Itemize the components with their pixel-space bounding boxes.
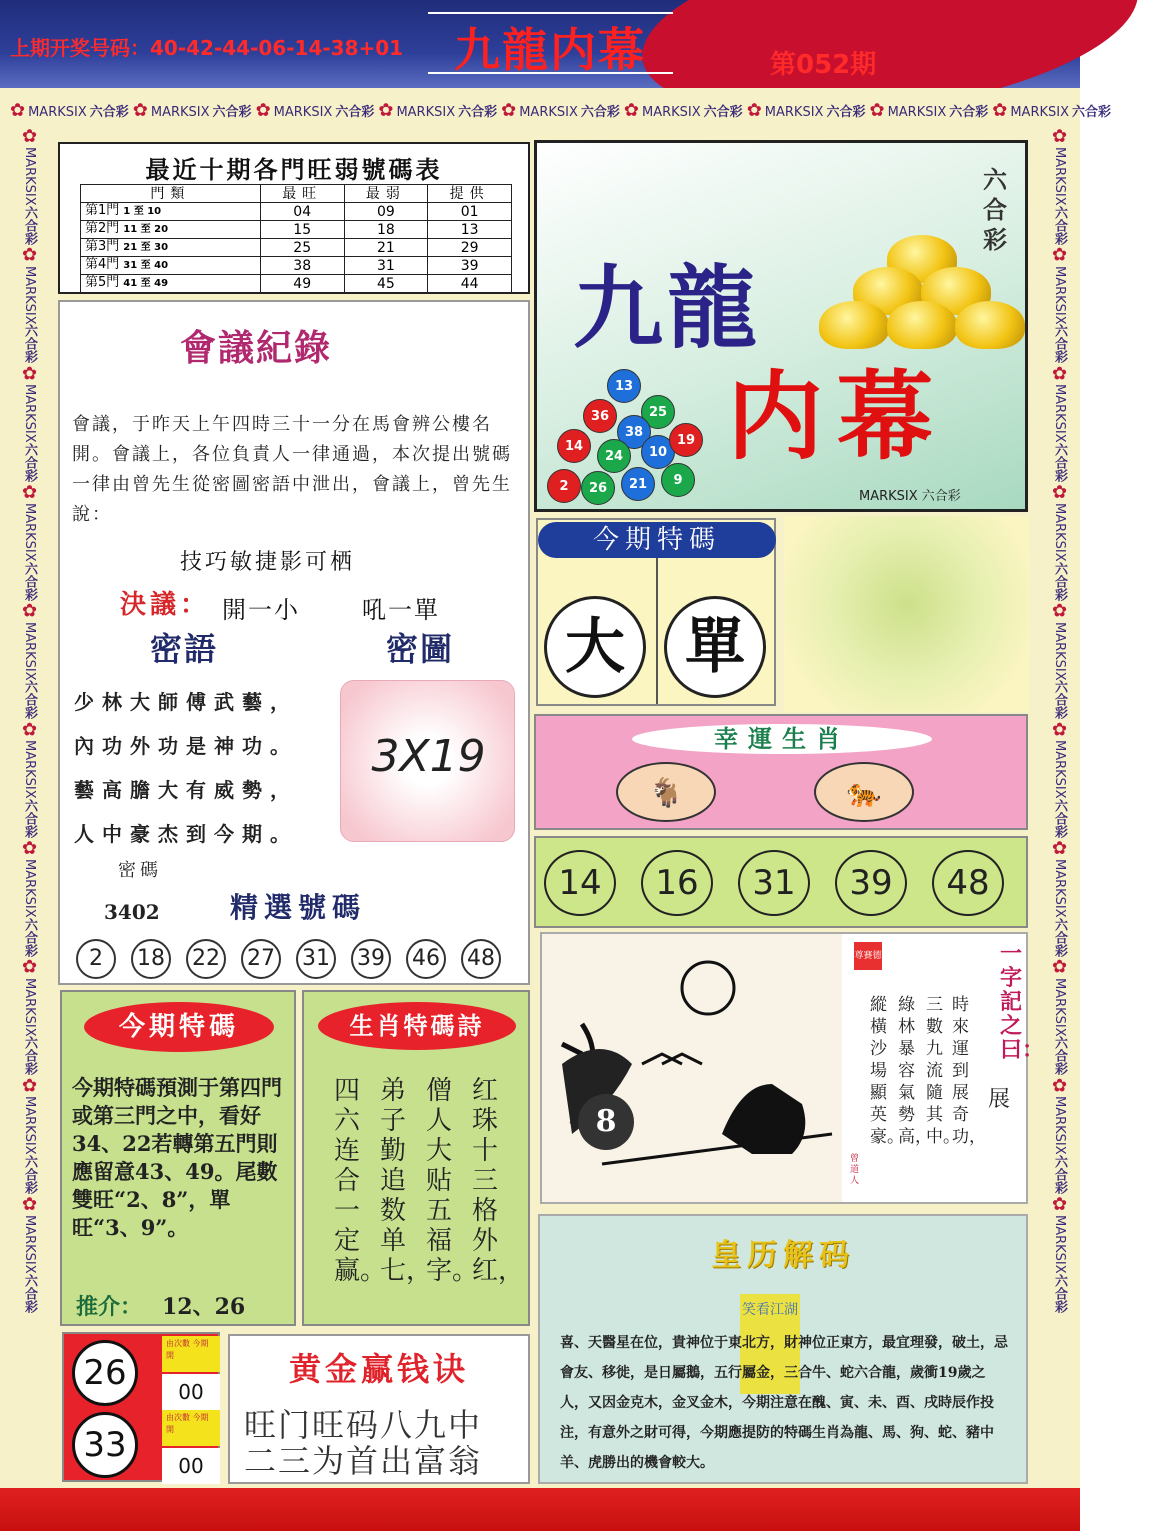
- strength-table: [80, 184, 512, 293]
- lottery-ball: 14: [557, 429, 591, 463]
- selected-number-ball: 18: [131, 939, 171, 979]
- meeting-body: 會議，于昨天上午四時三十一分在馬會辨公樓名開。會議上，各位負責人一律通過，本次提出號碼一律由曾先生從密圖密語中泄出，會議上，曾先生說：: [72, 414, 512, 525]
- flower-icon: ✿: [1049, 838, 1070, 860]
- cell-offer: 39: [428, 257, 512, 275]
- door-name: 第4門: [85, 257, 120, 272]
- cell-hot: 04: [260, 203, 344, 221]
- flower-icon: ✿: [19, 1075, 40, 1097]
- flower-icon: ✿: [19, 600, 40, 622]
- border-brand-cn: 六合彩: [1052, 1273, 1067, 1313]
- zodiac-poem-col: 红珠十三格外红，: [472, 1076, 525, 1286]
- lottery-ball: 25: [641, 395, 675, 429]
- prediction-panel: [60, 990, 296, 1326]
- border-brand-cn: 六合彩: [22, 680, 37, 720]
- cell-offer: 44: [428, 275, 512, 293]
- almanac-title: 皇历解码: [711, 1238, 855, 1273]
- border-brand-cn: 六合彩: [212, 105, 252, 120]
- gold-ingot-icon: [887, 301, 957, 349]
- border-brand-en: MARKSIX: [1052, 859, 1067, 918]
- number-ball: 48: [932, 850, 1004, 916]
- strength-table-panel: [58, 142, 530, 294]
- flower-icon: ✿: [1049, 244, 1070, 266]
- table-row: [81, 275, 512, 293]
- border-brand-en: MARKSIX: [764, 105, 824, 120]
- border-brand-cn: 六合彩: [22, 324, 37, 364]
- col-header-door: 門類: [81, 185, 261, 203]
- gold-formula-line: 旺门旺码八九中: [244, 1406, 483, 1444]
- riddle-illustration: [542, 934, 842, 1202]
- gold-ingot-icon: [819, 301, 889, 349]
- gold-formula-line: 二三为首出富翁: [244, 1442, 483, 1480]
- poem-line: 人中豪杰到今期。: [74, 822, 298, 846]
- lucky-zodiac-title: 幸運生肖: [632, 724, 932, 754]
- secret-map-box: [340, 680, 515, 842]
- border-brand-en: MARKSIX: [1052, 384, 1067, 444]
- border-top: [10, 100, 1112, 126]
- riddle-poem-col: 縱橫沙場顯英豪。: [870, 995, 904, 1147]
- border-brand-en: MARKSIX: [887, 105, 947, 120]
- code-value: 3402: [104, 900, 160, 924]
- code-label: 密碼: [118, 860, 162, 881]
- door-cell: [81, 221, 261, 239]
- door-cell: [81, 275, 261, 293]
- border-brand-cn: 六合彩: [458, 105, 498, 120]
- riddle-answer: 展: [988, 1087, 1011, 1112]
- open-value: 00: [162, 1448, 220, 1484]
- numbers-row-panel: [534, 836, 1028, 928]
- door-cell: [81, 203, 261, 221]
- poster-lottery-label: 六合彩: [983, 165, 1007, 254]
- flower-icon: ✿: [1049, 956, 1070, 978]
- goat-icon: 🐐: [616, 762, 716, 822]
- gold-ingot-icon: [955, 301, 1025, 349]
- flower-icon: ✿: [19, 126, 40, 147]
- border-brand-cn: 六合彩: [1052, 443, 1067, 483]
- border-brand-cn: 六合彩: [22, 205, 37, 245]
- border-brand-en: MARKSIX: [1052, 1215, 1067, 1274]
- tiger-icon: 🐅: [814, 762, 914, 822]
- cell-cold: 18: [344, 221, 428, 239]
- secret-map-label: 密圖: [386, 630, 455, 668]
- flower-icon: ✿: [19, 244, 40, 266]
- border-brand-en: MARKSIX: [22, 503, 37, 562]
- door-name: 第1門: [85, 203, 120, 218]
- border-brand-en: MARKSIX: [150, 105, 210, 120]
- border-brand-en: MARKSIX: [1052, 621, 1067, 681]
- border-brand-cn: 六合彩: [1052, 324, 1067, 364]
- door-range: 31 至 40: [123, 260, 169, 271]
- poem-line: 少林大師傅武藝，: [74, 690, 298, 714]
- door-name: 第2門: [85, 221, 120, 236]
- border-brand-cn: 六合彩: [89, 105, 129, 120]
- almanac-body: 喜、天醫星在位，貴神位于東北方，財神位正東方，最宜理發，破土，忌會友、移徙，是日屬鵝，五行屬金，三合牛、蛇六合龍，歲衝19歲之人，又因金克木，金叉金木，今期注意在醜、寅、未、酉、戌時辰作投注，有意外之財可得，今期應提防的特碼生肖為龍、馬、狗、蛇、豬中羊、虎勝出的機會較大。: [560, 1335, 1008, 1471]
- number-ball: 14: [544, 850, 616, 916]
- prediction-title: 今期特碼: [84, 1002, 274, 1052]
- flower-icon: ✿: [1049, 1075, 1070, 1097]
- border-brand-cn: 六合彩: [335, 105, 375, 120]
- poem-line: 內功外功是神功。: [74, 734, 298, 758]
- table-row: [81, 221, 512, 239]
- number-ball: 39: [835, 850, 907, 916]
- flower-icon: ✿: [255, 100, 271, 121]
- border-brand-en: MARKSIX: [1052, 265, 1067, 325]
- border-brand-en: MARKSIX: [519, 105, 578, 120]
- door-range: 11 至 20: [123, 224, 169, 235]
- lottery-ball: 9: [661, 463, 695, 497]
- riddle-drawing: [542, 934, 842, 1202]
- special-code-panel: [536, 518, 776, 706]
- divider: [656, 558, 658, 704]
- decorative-blob: [784, 516, 1030, 712]
- col-header-offer: 提供: [428, 185, 512, 203]
- selected-numbers-label: 精選號碼: [230, 891, 367, 924]
- poem-line: 藝高膽大有威勢，: [74, 778, 298, 802]
- border-brand-cn: 六合彩: [580, 105, 620, 120]
- door-range: 41 至 49: [123, 278, 169, 289]
- selected-number-ball: 46: [406, 939, 446, 979]
- strength-table-title: 最近十期各門旺弱號碼表: [145, 155, 443, 184]
- cell-offer: 13: [428, 221, 512, 239]
- flower-icon: ✿: [623, 100, 639, 121]
- lottery-ball: 19: [669, 423, 703, 457]
- riddle-poem-col: 時來運到展奇功，: [952, 995, 986, 1147]
- special-code-title: 今期特碼: [538, 522, 776, 558]
- gold-formula-panel: [228, 1334, 530, 1484]
- border-brand-cn: 六合彩: [1052, 680, 1067, 720]
- border-brand-cn: 六合彩: [1052, 561, 1067, 601]
- border-brand-en: MARKSIX: [22, 740, 37, 800]
- cell-hot: 25: [260, 239, 344, 257]
- zodiac-poem-col: 僧人大贴五福字。: [426, 1076, 479, 1286]
- lottery-ball: 36: [583, 399, 617, 433]
- resolution-text-2: 吼一單: [362, 596, 440, 624]
- border-brand-cn: 六合彩: [1052, 205, 1067, 245]
- border-brand-en: MARKSIX: [22, 1215, 37, 1274]
- number-ball: 16: [641, 850, 713, 916]
- number-ball: 31: [738, 850, 810, 916]
- door-range: 21 至 30: [123, 242, 169, 253]
- recommend-label: 推介：: [76, 1294, 143, 1320]
- open-tag: 由次數 今期開: [162, 1336, 220, 1372]
- number-ball: 8: [578, 1094, 634, 1150]
- border-brand-en: MARKSIX: [22, 859, 37, 918]
- riddle-poem-col: 綠林暴容氣勢高，: [898, 995, 932, 1147]
- previous-draw-numbers: 上期开奖号码：40-42-44-06-14-38+01: [10, 36, 404, 60]
- door-name: 第3門: [85, 239, 120, 254]
- flower-icon: ✿: [19, 838, 40, 860]
- border-brand-cn: 六合彩: [22, 1036, 37, 1076]
- border-brand-en: MARKSIX: [22, 265, 37, 325]
- border-brand-cn: 六合彩: [949, 105, 989, 120]
- meeting-hint: 技巧敏捷影可栖: [180, 550, 356, 575]
- flower-icon: ✿: [1049, 482, 1070, 504]
- selected-number-ball: 27: [241, 939, 281, 979]
- lottery-ball: 13: [607, 369, 641, 403]
- flower-icon: ✿: [1049, 126, 1070, 147]
- issue-number: 第052期: [770, 50, 877, 80]
- selected-number-ball: 48: [461, 939, 501, 979]
- border-brand-cn: 六合彩: [826, 105, 866, 120]
- flower-icon: ✿: [1049, 600, 1070, 622]
- open-value: 00: [162, 1374, 220, 1410]
- border-brand-en: MARKSIX: [1052, 977, 1067, 1037]
- resolution-label: 決議：: [120, 590, 211, 620]
- zodiac-poem-col: 弟子勤追数单七，: [380, 1076, 433, 1286]
- col-header-cold: 最弱: [344, 185, 428, 203]
- border-brand-cn: 六合彩: [22, 917, 37, 957]
- cell-hot: 15: [260, 221, 344, 239]
- flower-icon: ✿: [746, 100, 762, 121]
- zodiac-poem-panel: [302, 990, 530, 1326]
- border-brand-en: MARKSIX: [22, 1096, 37, 1156]
- gold-formula-title: 黄金赢钱诀: [288, 1350, 469, 1388]
- flower-icon: ✿: [869, 100, 885, 121]
- flower-icon: ✿: [1049, 1194, 1070, 1216]
- selected-number-ball: 22: [186, 939, 226, 979]
- meeting-title: 會議紀錄: [180, 327, 333, 369]
- selected-number-ball: 31: [296, 939, 336, 979]
- flower-icon: ✿: [19, 956, 40, 978]
- border-brand-en: MARKSIX: [273, 105, 333, 120]
- flower-icon: ✿: [378, 100, 394, 121]
- cell-offer: 01: [428, 203, 512, 221]
- border-right: [1040, 126, 1070, 1486]
- lucky-zodiac-panel: [534, 714, 1028, 830]
- poster-title-top: 九龍: [573, 255, 761, 361]
- open-count-panel: [62, 1332, 220, 1482]
- riddle-poem-col: 三數九流隨其中。: [926, 995, 960, 1147]
- door-name: 第5門: [85, 275, 120, 290]
- border-brand-cn: 六合彩: [22, 1155, 37, 1195]
- border-brand-cn: 六合彩: [22, 443, 37, 483]
- selected-number-ball: 39: [351, 939, 391, 979]
- border-brand-cn: 六合彩: [1072, 105, 1112, 120]
- cell-hot: 38: [260, 257, 344, 275]
- lottery-ball: 21: [621, 467, 655, 501]
- border-brand-en: MARKSIX: [22, 621, 37, 681]
- lottery-ball: 2: [547, 469, 581, 503]
- flower-icon: ✿: [19, 482, 40, 504]
- special-code-big: 大: [544, 596, 646, 698]
- selected-number-ball: 2: [76, 939, 116, 979]
- poster: [534, 140, 1028, 512]
- zodiac-poem-title: 生肖特碼詩: [318, 1002, 516, 1050]
- secret-map-handwriting: 3X19: [371, 731, 486, 782]
- table-row: [81, 203, 512, 221]
- border-brand-en: MARKSIX: [1052, 503, 1067, 562]
- border-brand-en: MARKSIX: [642, 105, 701, 120]
- special-code-odd: 單: [664, 596, 766, 698]
- lottery-ball: 10: [641, 435, 675, 469]
- col-header-hot: 最旺: [260, 185, 344, 203]
- flower-icon: ✿: [1049, 363, 1070, 385]
- flower-icon: ✿: [10, 100, 26, 121]
- flower-icon: ✿: [1049, 719, 1070, 741]
- border-brand-cn: 六合彩: [1052, 1036, 1067, 1076]
- bottom-bar: [0, 1488, 1080, 1531]
- cell-cold: 09: [344, 203, 428, 221]
- resolution-text-1: 開一小: [222, 596, 300, 624]
- border-brand-en: MARKSIX: [28, 105, 87, 120]
- riddle-title: 一字記之曰：: [1000, 941, 1045, 1063]
- border-brand-en: MARKSIX: [1052, 147, 1067, 206]
- flower-icon: ✿: [132, 100, 148, 121]
- flower-icon: ✿: [992, 100, 1008, 121]
- border-brand-en: MARKSIX: [1052, 1096, 1067, 1156]
- almanac-panel: [538, 1214, 1028, 1484]
- illustration-panel: [540, 932, 1045, 1204]
- border-brand-cn: 六合彩: [1052, 799, 1067, 839]
- border-brand-cn: 六合彩: [1052, 917, 1067, 957]
- border-brand-cn: 六合彩: [22, 561, 37, 601]
- border-brand-en: MARKSIX: [22, 977, 37, 1037]
- border-left: [10, 126, 40, 1486]
- prediction-body: 今期特碼預測于第四門或第三門之中，看好34、22若轉第五門則應留意43、49。尾數雙旺“2、8”，單旺“3、9”。: [72, 1075, 282, 1240]
- page-title: 九龍内幕: [454, 23, 646, 77]
- riddle-author: 曾道人: [850, 1154, 860, 1186]
- table-row: [81, 239, 512, 257]
- flower-icon: ✿: [501, 100, 517, 121]
- lottery-ball: 24: [597, 439, 631, 473]
- open-ball: 33: [72, 1412, 138, 1478]
- border-brand-cn: 六合彩: [22, 1273, 37, 1313]
- door-range: 1 至 10: [123, 206, 162, 217]
- lottery-ball: 38: [617, 415, 651, 449]
- door-cell: [81, 257, 261, 275]
- meeting-panel: [58, 300, 530, 985]
- poster-title-bottom: 内幕: [727, 360, 947, 473]
- open-tag: 由次數 今期開: [162, 1410, 220, 1446]
- border-brand-en: MARKSIX: [22, 384, 37, 444]
- cell-cold: 31: [344, 257, 428, 275]
- cell-cold: 21: [344, 239, 428, 257]
- zodiac-poem-col: 四六连合一定赢。: [334, 1076, 387, 1286]
- border-brand-cn: 六合彩: [22, 799, 37, 839]
- cell-hot: 49: [260, 275, 344, 293]
- cell-offer: 29: [428, 239, 512, 257]
- border-brand-en: MARKSIX: [1010, 105, 1070, 120]
- cell-cold: 45: [344, 275, 428, 293]
- table-row: [81, 257, 512, 275]
- lottery-ball: 26: [581, 471, 615, 505]
- border-brand-en: MARKSIX: [22, 147, 37, 206]
- border-brand-en: MARKSIX: [396, 105, 456, 120]
- door-cell: [81, 239, 261, 257]
- border-brand-en: MARKSIX: [1052, 740, 1067, 800]
- open-ball: 26: [72, 1340, 138, 1406]
- flower-icon: ✿: [19, 719, 40, 741]
- flower-icon: ✿: [19, 363, 40, 385]
- sponsor-logo: 尊賽德: [854, 942, 882, 970]
- almanac-stamp: 笑看江湖: [740, 1294, 800, 1394]
- recommend-numbers: 12、26: [162, 1294, 246, 1320]
- secret-words-label: 密語: [150, 630, 219, 668]
- flower-icon: ✿: [19, 1194, 40, 1216]
- poster-brand: MARKSIX 六合彩: [859, 489, 961, 504]
- border-brand-cn: 六合彩: [1052, 1155, 1067, 1195]
- border-brand-cn: 六合彩: [703, 105, 743, 120]
